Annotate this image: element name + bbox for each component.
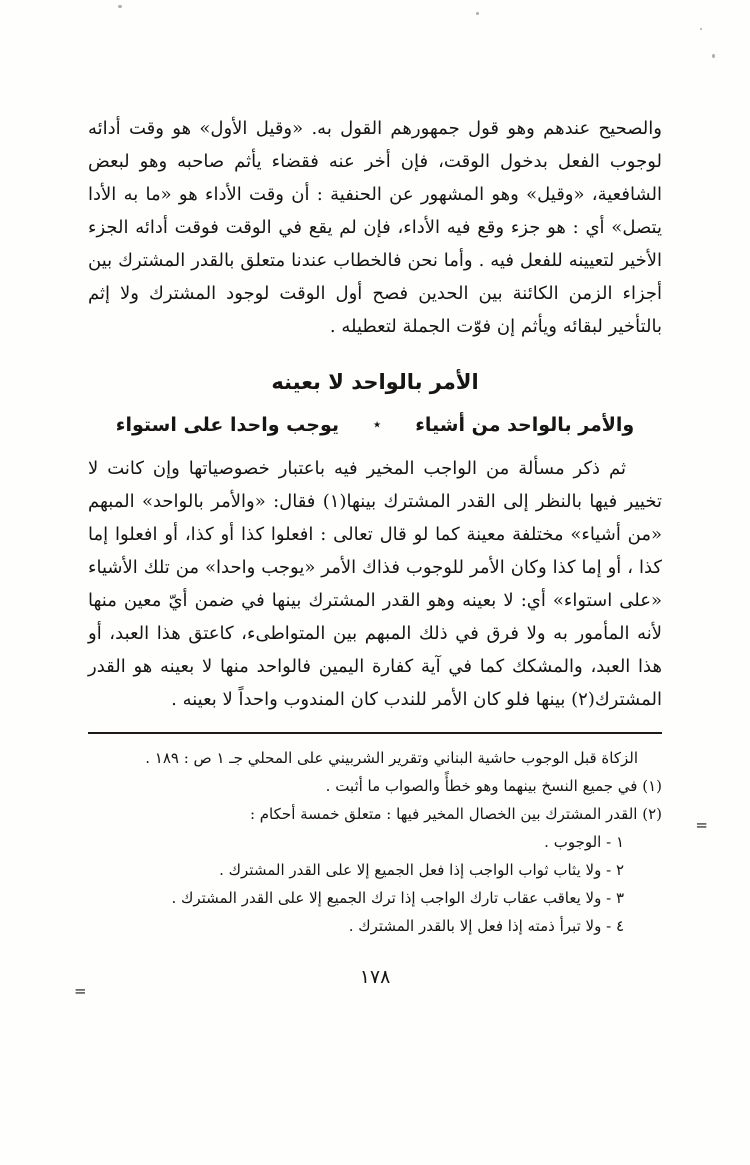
footnotes-block bbox=[88, 744, 662, 940]
scan-speck bbox=[118, 5, 122, 8]
footnote-continuation-line: الزكاة قبل الوجوب حاشية البناني وتقرير الشربيني على المحلي جـ ١ ص : ١٨٩ . bbox=[145, 749, 638, 767]
commentary-paragraph: ثم ذكر مسألة من الواجب المخير فيه باعتبار خصوصياتها وإن كانت لا تخيير فيها بالنظر إلى القدر المشترك بينها(١) فقال: «والأمر بالواحد» المبهم «من أشياء» مختلفة معينة كما لو قال تعالى : افعلوا كذا أو كذا، أو افعلوا إما كذا ، أو إما كذا وكان الأمر للوجوب فذاك الأمر «يوجب واحدا» من تلك الأشياء «على استواء» أي: لا بعينه وهو القدر المشترك بينها في ضمن أيّ معين منها لأنه المأمور به ولا فرق في ذلك المبهم بين المتواطىء، كاعتق هذا العبد، أو هذا العبد، والمشكك كما في آية كفارة اليمين فالواحد منها لا بعينه هو القدر المشترك(٢) بينها فلو كان الأمر للندب كان المندوب واحداً لا بعينه . bbox=[88, 458, 662, 710]
continuation-marker-right: = bbox=[695, 816, 708, 834]
footnote-2-item-1: ١ - الوجوب . bbox=[544, 833, 624, 851]
footnote-2-item-3: ٣ - ولا يعاقب عقاب تارك الواجب إذا ترك الجميع إلا على القدر المشترك . bbox=[171, 889, 624, 907]
verse-star-separator-icon: ٭ bbox=[373, 415, 382, 433]
footnote-2-item-2: ٢ - ولا يثاب ثواب الواجب إذا فعل الجميع إلا على القدر المشترك . bbox=[219, 861, 624, 879]
footnote-2-item-4: ٤ - ولا تبرأ ذمته إذا فعل إلا بالقدر المشترك . bbox=[348, 917, 624, 935]
verse-line bbox=[88, 414, 662, 436]
scan-speck bbox=[712, 54, 715, 58]
scan-speck bbox=[476, 12, 479, 15]
text-block bbox=[88, 112, 662, 988]
footnote-1: (١) في جميع النسخ بينهما وهو خطأً والصواب ما أثبت . bbox=[325, 777, 662, 795]
scan-speck bbox=[700, 28, 702, 30]
page-number: ١٧٨ bbox=[359, 966, 391, 988]
section-heading: الأمر بالواحد لا بعينه bbox=[271, 369, 479, 394]
footnote-separator-rule bbox=[88, 732, 662, 734]
footnote-2-intro: (٢) القدر المشترك بين الخصال المخير فيها : متعلق خمسة أحكام : bbox=[249, 805, 662, 823]
verse-second-hemistich: يوجب واحدا على استواء bbox=[115, 414, 339, 436]
continuation-marker-left: = bbox=[74, 982, 87, 1000]
verse-first-hemistich: والأمر بالواحد من أشياء bbox=[415, 414, 635, 436]
paragraph-continuation: والصحيح عندهم وهو قول جمهورهم القول به. «وقيل الأول» هو وقت أدائه لوجوب الفعل بدخول الوقت، فإن أخر عنه فقضاء يأثم صاحبه وهو لبعض الشافعية، «وقيل» وهو المشهور عن الحنفية : أن وقت الأداء هو «ما به الأدا يتصل» أي : هو جزء وقع فيه الأداء، فإن لم يقع في الوقت فوقت أدائه الجزء الأخير لتعيينه للفعل فيه . وأما نحن فالخطاب عندنا متعلق بالقدر المشترك بين أجزاء الزمن الكائنة بين الحدين فصح أول الوقت لوجود المشترك ولا إثم بالتأخير لبقائه ويأثم إن فوّت الجملة لتعطيله . bbox=[88, 118, 662, 337]
